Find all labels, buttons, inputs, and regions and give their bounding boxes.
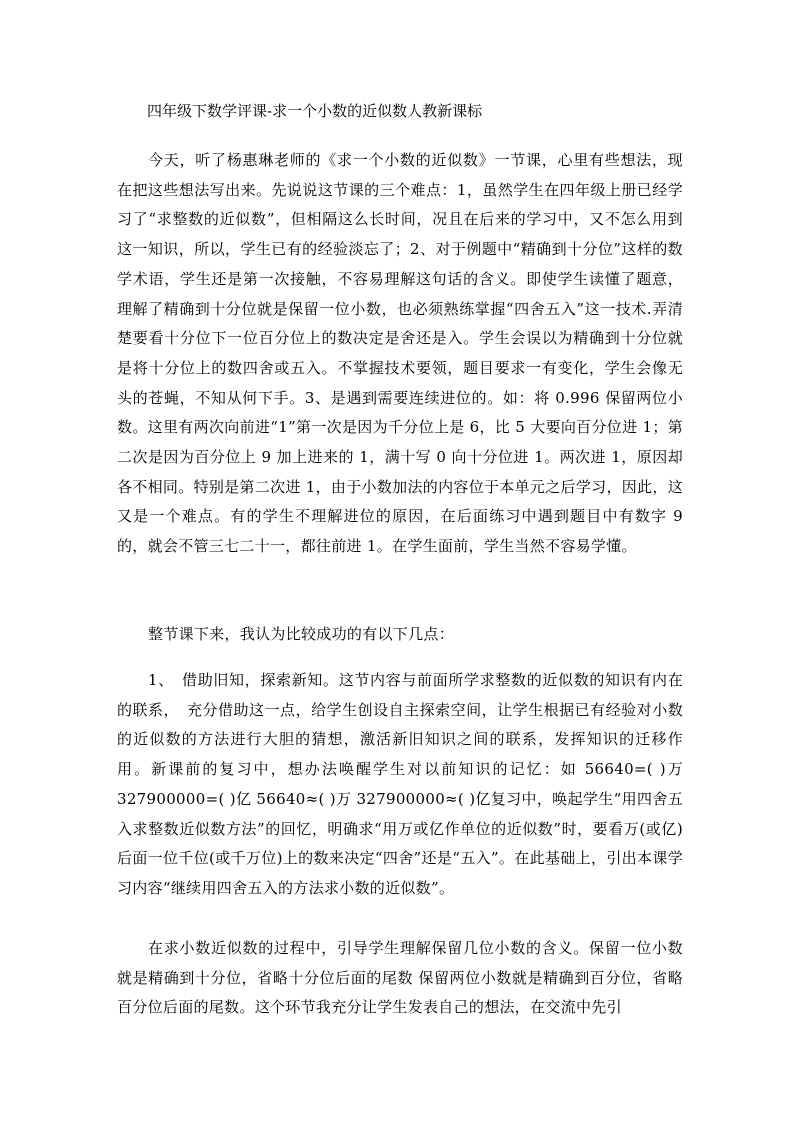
document-title: 四年级下数学评课-求一个小数的近似数人教新课标	[147, 102, 483, 120]
paragraph-point-one: 1、 借助旧知，探索新知。这节内容与前面所学求整数的近似数的知识有内在的联系， 充分借助这一点，给学生创设自主探索空间，让学生根据已有经验对小数的近似数的方法进行大胆的猜想，激活新旧知识之间的联系，发挥知识的迁移作用。新课前的复习中，想办法唤醒学生对以前知识的记忆：如 56640=( )万 327900000=( )亿 56640≈( )万 327900000≈( )亿复习中，唤起学生“用四舍五入求整数近似数方法”的回忆，明确求“用万或亿作单位的近似数”时，要看万(或亿)后面一位千位(或千万位)上的数来决定“四舍”还是“五入”。在此基础上，引出本课学习内容“继续用四舍五入的方法求小数的近似数”。	[117, 671, 683, 897]
paragraph-decimal-process: 在求小数近似数的过程中，引导学生理解保留几位小数的含义。保留一位小数就是精确到十分位，省略十分位后面的尾数 保留两位小数就是精确到百分位，省略百分位后面的尾数。这个环节我充分让学生发表自己的想法，在交流中先引	[117, 939, 683, 1017]
paragraph-summary-intro: 整节课下来，我认为比较成功的有以下几点：	[148, 625, 455, 643]
paragraph-difficulties: 今天，听了杨惠琳老师的《求一个小数的近似数》一节课，心里有些想法，现在把这些想法写出来。先说说这节课的三个难点：1，虽然学生在四年级上册已经学习了“求整数的近似数”，但相隔这么长时间，况且在后来的学习中，又不怎么用到这一知识，所以，学生已有的经验淡忘了；2、对于例题中“精确到十分位”这样的数学术语，学生还是第一次接触，不容易理解这句话的含义。即使学生读懂了题意，理解了精确到十分位就是保留一位小数，也必须熟练掌握“四舍五入”这一技术.弄清楚要看十分位下一位百分位上的数决定是舍还是入。学生会误以为精确到十分位就是将十分位上的数四舍或五入。不掌握技术要领，题目要求一有变化，学生会像无头的苍蝇，不知从何下手。3、是遇到需要连续进位的。如：将 0.996 保留两位小数。这里有两次向前进“1”第一次是因为千分位上是 6，比 5 大要向百分位进 1；第二次是因为百分位上 9 加上进来的 1，满十写 0 向十分位进 1。两次进 1，原因却各不相同。特别是第二次进 1，由于小数加法的内容位于本单元之后学习，因此，这又是一个难点。有的学生不理解进位的原因，在后面练习中遇到题目中有数字 9 的，就会不管三七二十一，都往前进 1。在学生面前，学生当然不容易学懂。	[117, 151, 683, 556]
